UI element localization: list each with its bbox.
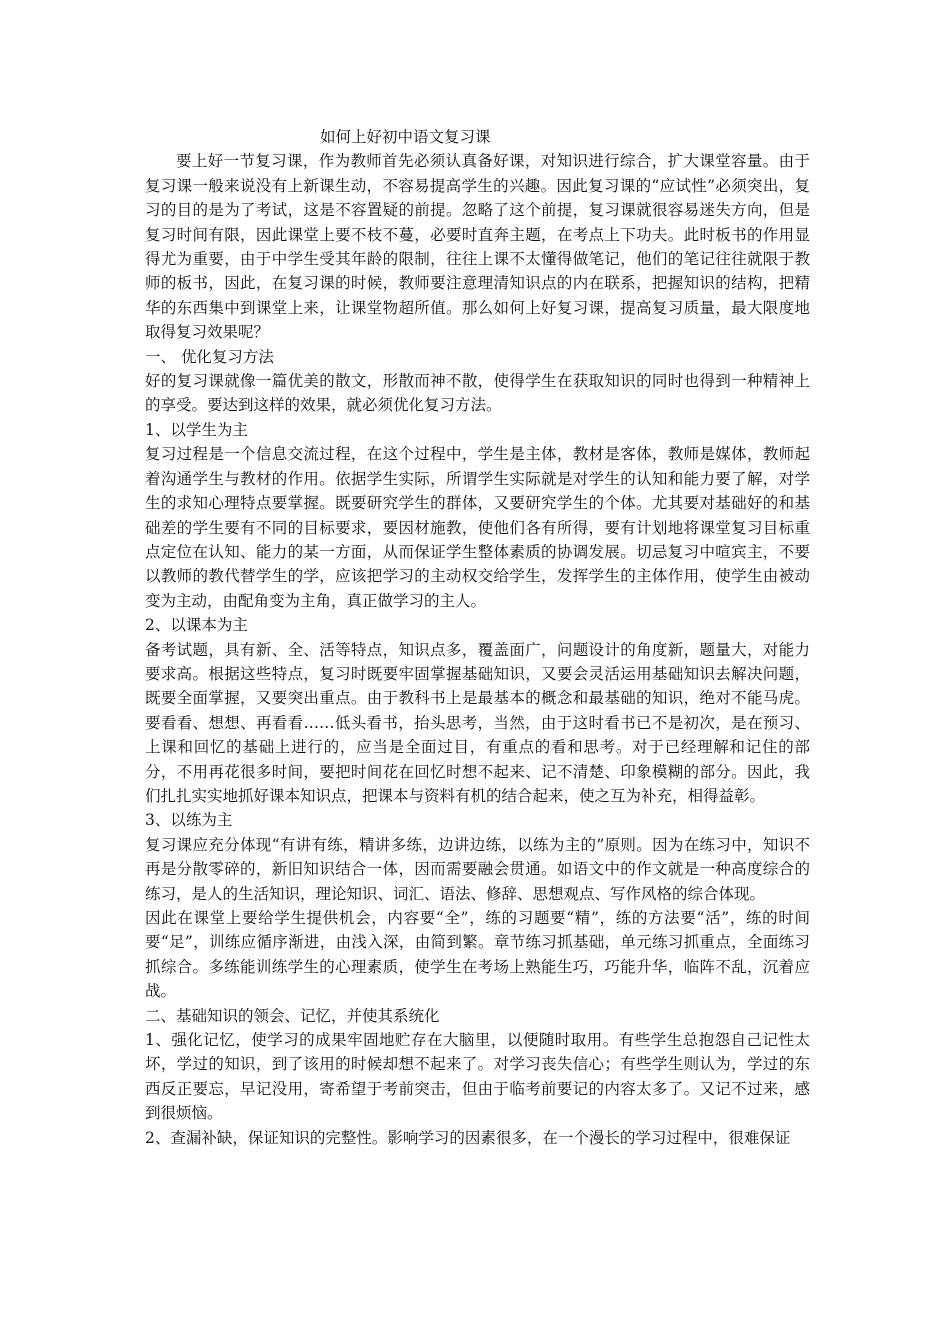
section-1-heading: 一、 优化复习方法	[145, 347, 274, 366]
document-title: 如何上好初中语文复习课	[320, 128, 491, 146]
subsection-3-text-2: 因此在课堂上要给学生提供机会，内容要“全”，练的习题要“精”，练的方法要“活”，练的时间要“足”，训练应循序渐进，由浅入深，由简到繁。章节练习抓基础，单元练习抓重点，全面练习抓综合。多练能训练学生的心理素质，使学生在考场上熟能生巧，巧能升华，临阵不乱，沉着应战。	[145, 909, 810, 1001]
subsection-1-heading: 1、以学生为主	[145, 420, 248, 439]
document-body	[145, 125, 810, 1150]
subsection-2-text: 备考试题，具有新、全、活等特点，知识点多，覆盖面广，问题设计的角度新，题量大，对能力要求高。根据这些特点，复习时既要牢固掌握基础知识，又要会灵活运用基础知识去解决问题，既要全面掌握，又要突出重点。由于教科书上是最基本的概念和最基础的知识，绝对不能马虎。要看看、想想、再看看……低头看书，抬头思考，当然，由于这时看书已不是初次，是在预习、上课和回忆的基础上进行的，应当是全面过目，有重点的看和思考。对于已经理解和记住的部分，不用再花很多时间，要把时间花在回忆时想不起来、记不清楚、印象模糊的部分。因此，我们扎扎实实地抓好课本知识点，把课本与资料有机的结合起来，使之互为补充，相得益彰。	[145, 640, 810, 805]
section-2-heading: 二、基础知识的领会、记忆，并使其系统化	[145, 1006, 440, 1025]
section-2-item-2: 2、查漏补缺，保证知识的完整性。影响学习的因素很多，在一个漫长的学习过程中，很难保证	[145, 1128, 791, 1147]
section-2-item-1: 1、强化记忆，使学习的成果牢固地贮存在大脑里，以便随时取用。有些学生总抱怨自己记性太坏，学过的知识，到了该用的时候却想不起来了。对学习丧失信心；有些学生则认为，学过的东西反正要忘，早记没用，寄希望于考前突击，但由于临考前要记的内容太多了。又记不过来，感到很烦恼。	[145, 1031, 810, 1123]
subsection-1-text: 复习过程是一个信息交流过程，在这个过程中，学生是主体，教材是客体，教师是媒体，教师起着沟通学生与教材的作用。依据学生实际，所谓学生实际就是对学生的认知和能力要了解，对学生的求知心理特点要掌握。既要研究学生的群体，又要研究学生的个体。尤其要对基础好的和基础差的学生要有不同的目标要求，要因材施教，使他们各有所得，要有计划地将课堂复习目标重点定位在认知、能力的某一方面，从而保证学生整体素质的协调发展。切忌复习中喧宾主，不要以教师的教代替学生的学，应该把学习的主动权交给学生，发挥学生的主体作用，使学生由被动变为主动，由配角变为主角，真正做学习的主人。	[145, 445, 810, 610]
subsection-3-heading: 3、以练为主	[145, 811, 233, 830]
subsection-2-heading: 2、以课本为主	[145, 616, 248, 635]
subsection-3-text-1: 复习课应充分体现“有讲有练，精讲多练，边讲边练，以练为主的”原则。因为在练习中，知识不再是分散零碎的，新旧知识结合一体，因而需要融会贯通。如语文中的作文就是一种高度综合的练习，是人的生活知识，理论知识、词汇、语法、修辞、思想观点、写作风格的综合体现。	[145, 835, 810, 903]
intro-paragraph: 要上好一节复习课，作为教师首先必须认真备好课，对知识进行综合，扩大课堂容量。由于复习课一般来说没有上新课生动，不容易提高学生的兴趣。因此复习课的“应试性”必须突出，复习的目的是为了考试，这是不容置疑的前提。忽略了这个前提，复习课就很容易迷失方向，但是复习时间有限，因此课堂上要不枝不蔓，必要时直奔主题，在考点上下功夫。此时板书的作用显得尤为重要，由于中学生受其年龄的限制，往往上课不太懂得做笔记，他们的笔记往往就限于教师的板书，因此，在复习课的时候，教师要注意理清知识点的内在联系，把握知识的结构，把精华的东西集中到课堂上来，让课堂物超所值。那么如何上好复习课，提高复习质量，最大限度地取得复习效果呢？	[145, 152, 810, 342]
section-1-intro: 好的复习课就像一篇优美的散文，形散而神不散，使得学生在获取知识的同时也得到一种精神上的享受。要达到这样的效果，就必须优化复习方法。	[145, 372, 810, 415]
